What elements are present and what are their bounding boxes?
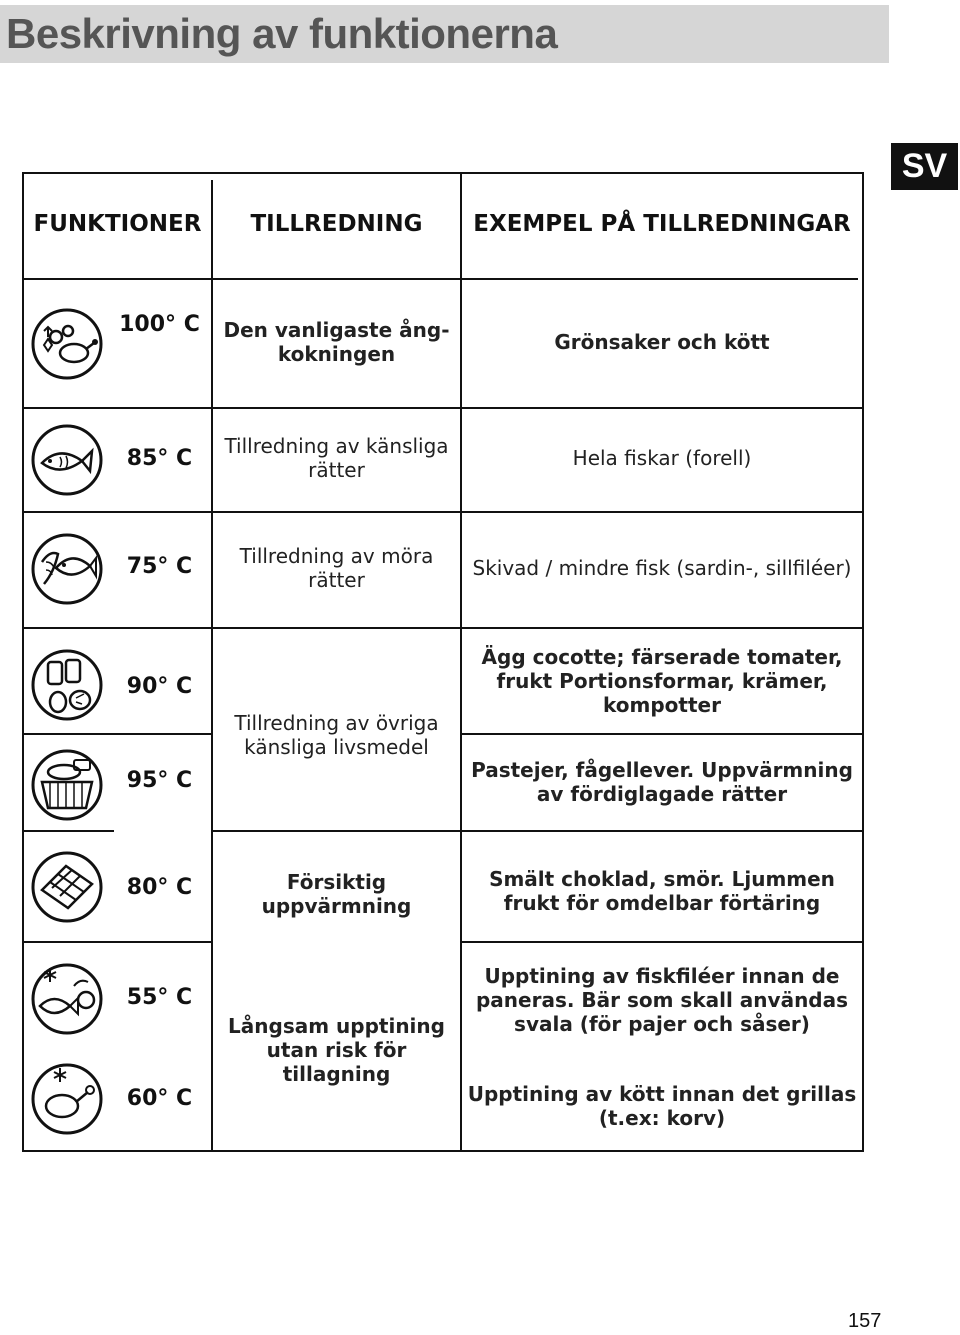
example-text: Upptining av kött innan det grillas (t.ex: korv) (467, 1082, 857, 1130)
preparation-description: Tillredning av känsliga rätter (224, 434, 449, 482)
fish-fillet-icon (30, 532, 104, 606)
page-number: 157 (848, 1310, 882, 1332)
page-title: Beskrivning av funktionerna (6, 10, 558, 57)
preparation-description: Långsam upptining utan risk för tillagning (228, 1014, 445, 1086)
temperature: 85° C (126, 445, 193, 471)
example-text: Smält choklad, smör. Ljummen frukt för omdelbar förtäring (489, 867, 835, 915)
example-text: Pastejer, fågellever. Uppvärmning av fördiglagade rätter (471, 758, 853, 806)
language-badge: SV (891, 143, 958, 190)
preparation-description: Tillredning av möra rätter (239, 544, 434, 592)
example-text: Grönsaker och kött (554, 330, 770, 354)
preparation-description: Tillredning av övriga känsliga livsmedel (234, 711, 439, 759)
temperature: 75° C (126, 553, 193, 579)
example-text: Hela fiskar (forell) (572, 446, 752, 470)
temperature: 60° C (126, 1085, 193, 1111)
pate-basket-icon (30, 748, 104, 822)
steam-vegetables-meat-icon (30, 307, 104, 381)
example-text: Upptining av fiskfiléer innan de paneras. Bär som skall användas svala (för pajer och såser) (475, 964, 849, 1036)
preparation-description: Den vanligaste ång-kokningen (223, 318, 450, 366)
temperature: 90° C (126, 673, 193, 699)
column-header-examples: EXEMPEL PÅ TILLREDNINGAR (473, 211, 851, 237)
ramekins-eggs-icon (30, 648, 104, 722)
temperature: 95° C (126, 767, 193, 793)
temperature: 80° C (126, 874, 193, 900)
column-header-preparation: TILLREDNING (250, 211, 423, 237)
defrost-fish-fruit-icon (30, 962, 104, 1036)
temperature: 100° C (119, 311, 200, 337)
defrost-meat-icon (30, 1062, 104, 1136)
fish-icon (30, 423, 104, 497)
preparation-description: Försiktig uppvärmning (261, 870, 412, 918)
example-text: Skivad / mindre fisk (sardin-, sillfiléer) (472, 556, 852, 580)
example-text: Ägg cocotte; färserade tomater, frukt Portionsformar, krämer, kompotter (481, 645, 843, 717)
temperature: 55° C (126, 984, 193, 1010)
column-header-functions: FUNKTIONER (33, 211, 202, 237)
chocolate-bar-icon (30, 850, 104, 924)
